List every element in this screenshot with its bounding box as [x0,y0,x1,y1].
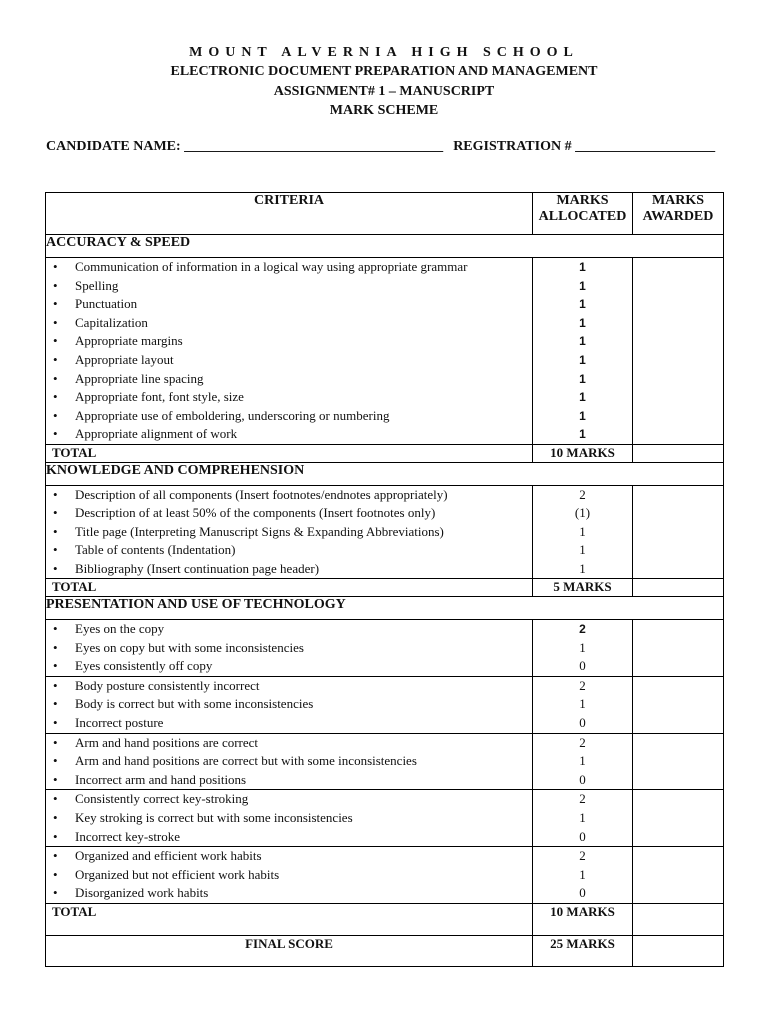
candidate-line [46,139,726,155]
bullet-icon: • [53,848,58,864]
criterion-text: Arm and hand positions are correct [75,734,259,750]
criterion-item [46,884,532,903]
final-score-marks: 25 MARKS [533,935,633,966]
section-heading-row [46,462,724,485]
allocated-mark: 0 [579,714,586,730]
bullet-icon: • [53,866,58,882]
marks-awarded-header: MARKS AWARDED [633,193,724,235]
criterion-item [46,486,532,504]
allocated-mark: 0 [579,885,586,901]
criterion-text: Eyes consistently off copy [75,658,213,674]
awarded-marks-cell [633,733,724,790]
criterion-text: Key stroking is correct but with some inconsistencies [75,809,353,825]
allocated-marks-list [533,847,633,904]
bullet-icon: • [53,351,58,367]
section-items-row [46,619,724,676]
total-marks: 10 MARKS [533,903,633,935]
criterion-item [46,314,532,333]
final-score-label: FINAL SCORE [46,935,533,966]
criterion-item [46,523,532,541]
allocated-mark: (1) [574,505,591,521]
allocated-mark: 1 [579,260,586,274]
bullet-icon: • [53,505,58,521]
criterion-item [46,370,532,389]
allocated-mark: 0 [579,658,586,674]
allocated-marks-list [533,733,633,790]
allocated-mark: 0 [579,828,586,844]
criterion-text: Consistently correct key-stroking [75,791,249,807]
section-heading-row [46,596,724,619]
criterion-item [46,790,532,809]
criterion-text: Disorganized work habits [75,885,209,901]
criterion-text: Communication of information in a logical way using appropriate grammar [75,259,468,274]
bullet-icon: • [53,677,58,693]
allocated-mark: 1 [579,523,586,539]
criterion-item [46,714,532,733]
section-items-row [46,676,724,733]
total-row [46,903,724,935]
criterion-item [46,258,532,277]
bullet-icon: • [53,639,58,655]
criteria-list [46,620,532,676]
allocated-mark: 1 [579,753,586,769]
criterion-item [46,677,532,696]
section-title-knowledge: KNOWLEDGE AND COMPREHENSION [46,462,724,485]
allocated-mark: 1 [579,315,586,330]
criterion-item [46,847,532,866]
registration-field: REGISTRATION # ____________________ [453,139,716,154]
bullet-icon: • [53,560,58,576]
criterion-text: Body is correct but with some inconsistencies [75,696,314,712]
bullet-icon: • [53,542,58,558]
awarded-total-cell [633,444,724,462]
criterion-item [46,425,532,444]
criterion-item [46,752,532,771]
final-awarded-cell [633,935,724,966]
allocated-mark: 2 [579,791,586,807]
awarded-total-cell [633,578,724,596]
bullet-icon: • [53,658,58,674]
criterion-text: Incorrect arm and hand positions [75,771,247,787]
criterion-text: Title page (Interpreting Manuscript Signs & Expanding Abbreviations) [75,523,444,539]
allocated-marks-list [533,619,633,676]
table-header-row [46,193,724,235]
criterion-text: Appropriate layout [75,351,174,367]
section-items-row [46,847,724,904]
awarded-marks-cell [633,485,724,578]
total-label: TOTAL [46,903,533,935]
criteria-list [46,677,532,733]
criteria-list [46,847,532,903]
section-items-row [46,733,724,790]
criterion-text: Incorrect posture [75,714,164,730]
final-score-row [46,935,724,966]
criteria-list [46,486,532,578]
criterion-item [46,560,532,578]
criterion-text: Organized but not efficient work habits [75,866,280,882]
allocated-mark: 1 [579,390,586,405]
criterion-text: Appropriate alignment of work [75,426,238,442]
section-items-row [46,485,724,578]
section-title-accuracy: ACCURACY & SPEED [46,235,724,258]
allocated-marks-list [533,790,633,847]
allocated-mark: 2 [579,848,586,864]
awarded-marks-cell [633,676,724,733]
allocated-mark: 1 [579,560,586,576]
bullet-icon: • [53,277,58,293]
criterion-text: Appropriate line spacing [75,370,204,386]
total-row [46,578,724,596]
criterion-text: Appropriate font, font style, size [75,389,244,405]
allocated-mark: 2 [579,621,586,636]
awarded-marks-cell [633,847,724,904]
section-title-presentation: PRESENTATION AND USE OF TECHNOLOGY [46,596,724,619]
criterion-item [46,541,532,559]
subject-title: ELECTRONIC DOCUMENT PREPARATION AND MANAGEMENT [170,64,598,79]
allocated-mark: 2 [579,734,586,750]
criteria-list [46,734,532,790]
allocated-mark: 1 [579,408,586,423]
bullet-icon: • [53,486,58,502]
allocated-marks-list [533,485,633,578]
allocated-mark: 1 [579,809,586,825]
bullet-icon: • [53,828,58,844]
criterion-item [46,407,532,426]
allocated-marks-list [533,676,633,733]
bullet-icon: • [53,426,58,442]
criteria-header: CRITERIA [46,193,533,235]
criteria-list [46,258,532,444]
criterion-text: Appropriate margins [75,333,183,349]
allocated-mark: 1 [579,639,586,655]
allocated-mark: 2 [579,486,586,502]
criterion-text: Arm and hand positions are correct but with some inconsistencies [75,753,417,769]
total-label: TOTAL [46,578,533,596]
allocated-mark: 2 [579,677,586,693]
bullet-icon: • [53,771,58,787]
criterion-item [46,277,532,296]
total-marks: 10 MARKS [533,444,633,462]
allocated-mark: 1 [579,427,586,442]
criterion-text: Punctuation [75,296,138,312]
awarded-total-cell [633,903,724,935]
bullet-icon: • [53,389,58,405]
total-label: TOTAL [46,444,533,462]
awarded-marks-cell [633,790,724,847]
criterion-text: Body posture consistently incorrect [75,677,260,693]
criterion-text: Table of contents (Indentation) [75,542,236,558]
school-name: MOUNT ALVERNIA HIGH SCHOOL [189,45,579,60]
allocated-mark: 1 [579,352,586,367]
criterion-text: Bibliography (Insert continuation page header) [75,560,320,576]
bullet-icon: • [53,620,58,636]
criterion-item [46,639,532,658]
bullet-icon: • [53,259,58,274]
section-heading-row [46,235,724,258]
allocated-mark: 1 [579,371,586,386]
bullet-icon: • [53,696,58,712]
criterion-item [46,351,532,370]
criterion-item [46,734,532,753]
criterion-item [46,620,532,639]
criterion-text: Eyes on the copy [75,620,165,636]
criterion-item [46,828,532,847]
bullet-icon: • [53,714,58,730]
criterion-item [46,504,532,522]
allocated-mark: 1 [579,334,586,349]
section-items-row [46,258,724,445]
bullet-icon: • [53,791,58,807]
criterion-item [46,866,532,885]
bullet-icon: • [53,753,58,769]
criterion-text: Description of at least 50% of the components (Insert footnotes only) [75,505,436,521]
criterion-text: Description of all components (Insert footnotes/endnotes appropriately) [75,486,448,502]
allocated-mark: 1 [579,696,586,712]
criterion-item [46,295,532,314]
criterion-item [46,809,532,828]
candidate-name-field: CANDIDATE NAME: _____________________________________ [46,139,444,154]
allocated-mark: 1 [579,866,586,882]
criterion-item [46,388,532,407]
criterion-item [46,695,532,714]
criterion-text: Spelling [75,277,119,293]
criterion-text: Organized and efficient work habits [75,848,262,864]
total-marks: 5 MARKS [533,578,633,596]
bullet-icon: • [53,407,58,423]
criterion-text: Appropriate use of emboldering, underscoring or numbering [75,407,390,423]
criteria-list [46,790,532,846]
allocated-marks-list [533,258,633,445]
assignment-title: ASSIGNMENT# 1 – MANUSCRIPT [273,84,495,99]
section-items-row [46,790,724,847]
criterion-item [46,771,532,790]
awarded-marks-cell [633,619,724,676]
allocated-mark: 0 [579,771,586,787]
awarded-marks-cell [633,258,724,445]
allocated-mark: 1 [579,297,586,312]
criterion-text: Incorrect key-stroke [75,828,181,844]
bullet-icon: • [53,370,58,386]
bullet-icon: • [53,734,58,750]
total-row [46,444,724,462]
allocated-mark: 1 [579,278,586,293]
bullet-icon: • [53,809,58,825]
allocated-mark: 1 [579,542,586,558]
marks-allocated-header: MARKS ALLOCATED [533,193,633,235]
criterion-text: Capitalization [75,314,148,330]
document-title: MARK SCHEME [329,103,439,118]
criterion-item [46,657,532,676]
criterion-text: Eyes on copy but with some inconsistencies [75,639,304,655]
bullet-icon: • [53,314,58,330]
bullet-icon: • [53,333,58,349]
bullet-icon: • [53,885,58,901]
mark-scheme-table [45,192,724,967]
bullet-icon: • [53,296,58,312]
criterion-item [46,332,532,351]
bullet-icon: • [53,523,58,539]
